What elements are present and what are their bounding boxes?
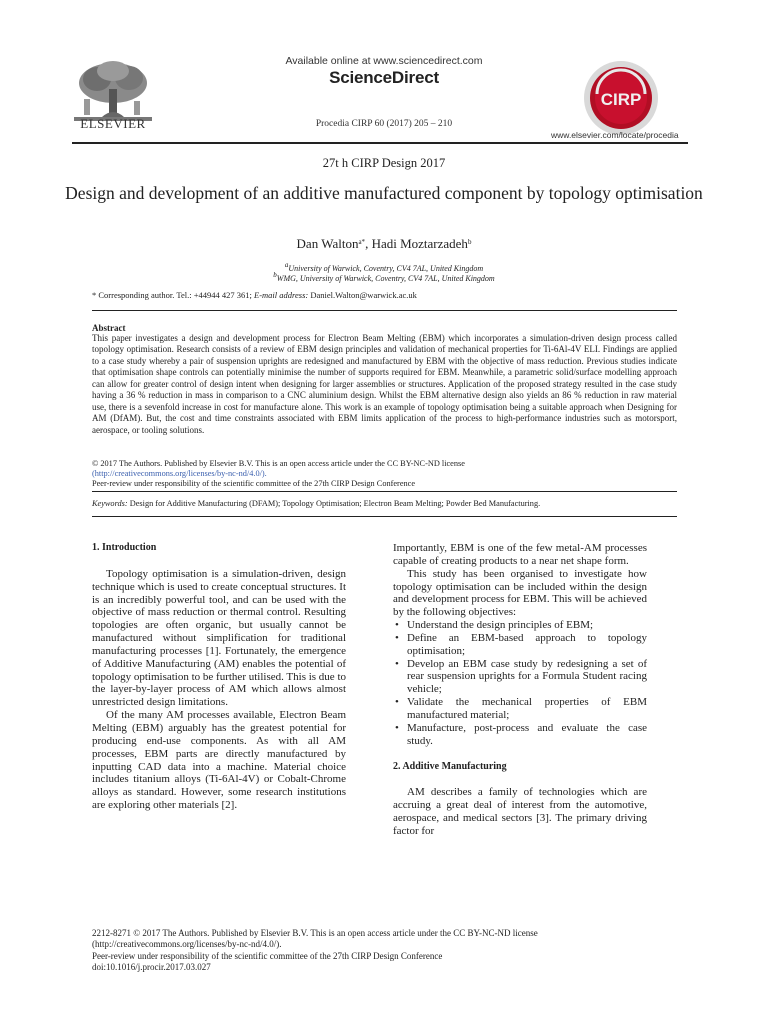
section-heading: 1. Introduction <box>92 542 157 553</box>
cirp-logo <box>583 60 659 136</box>
paragraph: This study has been organised to investigate how topology optimisation can be included within the design and development process for EBM. This will be achieved by the following objectives: <box>393 567 647 619</box>
peer-review-line: Peer-review under responsibility of the scientific committee of the 27th CIRP Design Conference <box>92 479 416 489</box>
list-item: • Define an EBM-based approach to topology optimisation; <box>393 632 647 658</box>
keywords <box>92 499 677 508</box>
keywords-label: Keywords: <box>92 499 128 508</box>
author-separator: , <box>365 236 372 251</box>
cirp-logo-text: CIRP <box>600 90 642 109</box>
author-name: Hadi Moztarzadeh <box>371 236 468 251</box>
left-column <box>92 542 346 812</box>
paper-title: Design and development of an additive manufactured component by topology optimisation <box>65 183 703 203</box>
peer-review-line: Peer-review under responsibility of the scientific committee of the 27th CIRP Design Conference <box>92 950 443 961</box>
paragraph: Importantly, EBM is one of the few metal-AM processes capable of creating products to a near net shape form. <box>393 542 647 567</box>
corresponding-author-text: * Corresponding author. Tel.: +44944 427 361; <box>92 290 254 300</box>
affiliation-superscript: a <box>284 261 289 269</box>
license-link[interactable]: (http://creativecommons.org/licenses/by-nc-nd/4.0/). <box>92 469 267 479</box>
license-link[interactable]: (http://creativecommons.org/licenses/by-nc-nd/4.0/). <box>92 939 282 950</box>
author-list <box>0 236 768 252</box>
keywords-rule-bottom <box>92 516 677 517</box>
paragraph: Of the many AM processes available, Electron Beam Melting (EBM) arguably has the greatest potential for producing end-use components. As with all AM processes, EBM parts are directly manufactured by inputting CAD data into a machine. Material choice includes titanium alloys (Ti-6Al-4V) or Cobalt-Chrome alloys as standard. However, some research institutions are exploring other materials [2]. <box>92 709 346 812</box>
author-superscript: a* <box>358 238 366 246</box>
section-heading: 2. Additive Manufacturing <box>393 760 507 772</box>
affiliation <box>0 271 768 283</box>
locate-url[interactable]: www.elsevier.com/locate/procedia <box>551 130 679 140</box>
abstract-rule-top <box>92 310 677 311</box>
available-online-text: Available online at www.sciencedirect.com <box>285 55 483 67</box>
author-name: Dan Walton <box>296 236 359 251</box>
right-column <box>393 542 647 838</box>
author-superscript: b <box>467 238 472 246</box>
sciencedirect-wordmark: ScienceDirect <box>329 68 439 87</box>
list-item: • Manufacture, post-process and evaluate the case study. <box>393 722 647 748</box>
abstract-text: This paper investigates a design and development process for Electron Beam Melting (EBM) which incorporates a simulation-driven design process called topology optimisation. Research consists of a review of EBM design principles and validation of mechanical properties for Ti-6Al-4V ELI. Findings are applied to a case study whereby a pair of suspension uprights are redesigned and manufactured by EBM with the objective of mass reduction. Previous studies indicate that optimisation shape controls can potentially minimise the number of supports required for EBM. Meanwhile, a parametric solid/surface modelling approach can allow for greater control of design intent when designing for larger assemblies or structures. Application of the proposed strategy resulted in the case study having a 36 % reduction in mass in comparison to a CNC aluminium design. Whilst the EBM alternative design also yields an 86 % reduction in raw material use, there is a sevenfold increase in cost for manufacture alone. This work is an example of topology optimisation being a suitable approach when Designing for AM (DfAM). But, the cost and time constraints associated with EBM limits application of the process to high-performance industries such as motorsport, aerospace, or tooling solutions. <box>92 333 677 435</box>
affiliation-text: University of Warwick, Coventry, CV4 7AL, United Kingdom <box>288 264 484 273</box>
corresponding-author <box>92 290 417 300</box>
keywords-rule-top <box>92 491 677 492</box>
footer <box>92 928 677 973</box>
list-item: • Validate the mechanical properties of EBM manufactured material; <box>393 696 647 722</box>
affiliation-superscript: b <box>273 271 277 279</box>
objectives-list <box>393 619 647 747</box>
license-block <box>92 459 677 490</box>
list-item: • Understand the design principles of EBM; <box>393 619 647 632</box>
email-label: E-mail address: <box>254 290 309 300</box>
affiliation <box>0 261 768 273</box>
abstract-heading: Abstract <box>92 323 126 333</box>
paragraph: Topology optimisation is a simulation-driven, design technique which is used to create conceptual structures. It is an incredibly powerful tool, and can be used with the objective of mass reduction or thermal control. Resulting topologies are often organic, but usually cannot be manufactured without simplification for traditional manufacturing processes [1]. Fortunately, the emergence of Additive Manufacturing (AM) enables the potential of topology optimisation to be further utilised. This is due to the layer-by-layer process of AM which allows almost unrestricted design limitations. <box>92 567 346 709</box>
affiliation-text: WMG, University of Warwick, Coventry, CV4 7AL, United Kingdom <box>276 274 495 283</box>
list-item: • Develop an EBM case study by redesigning a set of rear suspension uprights for a Formula Student racing vehicle; <box>393 658 647 697</box>
paragraph: AM describes a family of technologies which are accruing a great deal of interest from the automotive, aerospace, and medical sectors [3]. The primary driving factor for <box>393 786 647 837</box>
header-rule <box>72 142 688 144</box>
conference-name: 27t h CIRP Design 2017 <box>322 156 446 170</box>
email-address[interactable]: Daniel.Walton@warwick.ac.uk <box>308 290 417 300</box>
doi[interactable]: doi:10.1016/j.procir.2017.03.027 <box>92 961 211 972</box>
elsevier-wordmark: ELSEVIER <box>80 116 146 131</box>
keywords-text: Design for Additive Manufacturing (DFAM); Topology Optimisation; Electron Beam Melting; Powder Bed Manufacturing. <box>127 499 541 508</box>
journal-citation: Procedia CIRP 60 (2017) 205 – 210 <box>315 119 453 129</box>
license-line: © 2017 The Authors. Published by Elsevier B.V. This is an open access article under the CC BY-NC-ND license <box>92 459 465 468</box>
issn-license-line: 2212-8271 © 2017 The Authors. Published by Elsevier B.V. This is an open access article under the CC BY-NC-ND license <box>92 928 538 938</box>
